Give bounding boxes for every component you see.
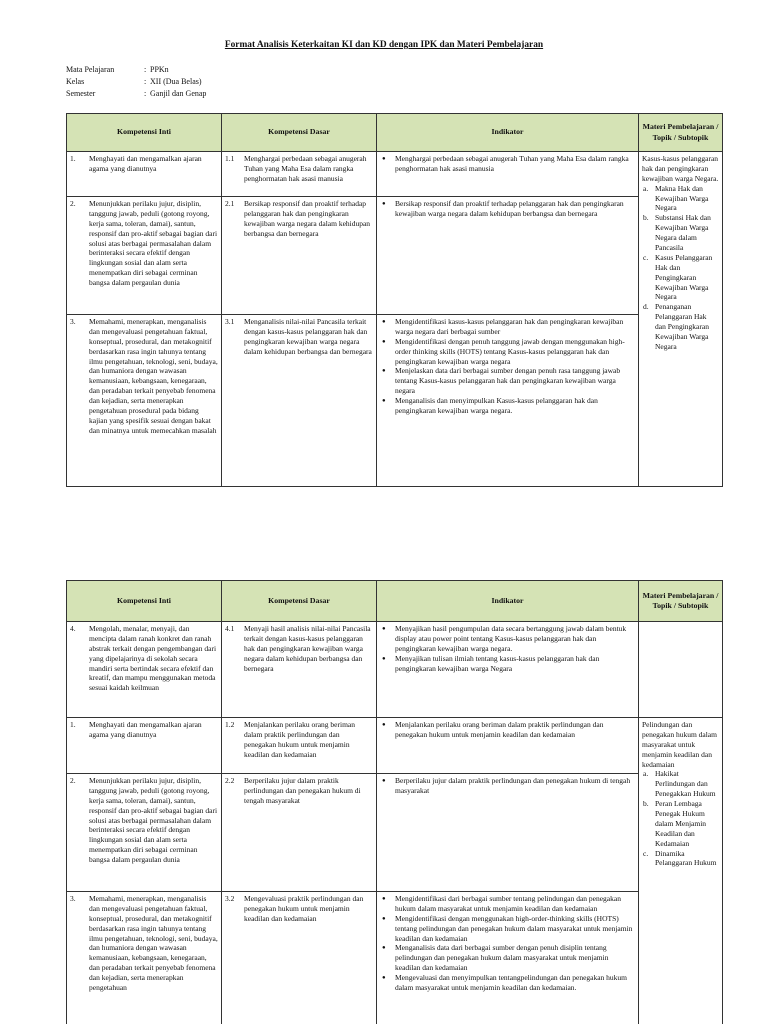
header-kompetensi-dasar: Kompetensi Dasar [222,581,377,622]
ki-cell [67,152,222,197]
meta-colon: : [144,89,147,98]
materi-cell-empty [639,622,723,718]
ki-number: 3. [70,894,76,903]
indikator-item: ● Berperilaku jujur dalam praktik perlindungan dan penegakan hukum di tengah masyarakat [382,776,631,795]
table-row [67,197,723,315]
kd-text: Bersikap responsif dan proaktif terhadap pelanggaran hak dan pengingkaran kewajiban warga negara dalam kehidupan berbangsa dan bernegara [244,199,371,238]
kd-number: 3.2 [225,894,235,903]
kd-text: Menjalankan perilaku orang beriman dalam praktik perlindungan dan penegakan hukum untuk menjamin keadilan dan kedamaian [244,720,355,759]
materi-item: a. Makna Hak dan Kewajiban Warga Negara [643,183,709,213]
document-title: Format Analisis Keterkaitan KI dan KD dengan IPK dan Materi Pembelajaran [224,40,544,50]
kd-text: Menghargai perbedaan sebagai anugerah Tuhan yang Maha Esa dalam rangka penghormatan hak asasi manusia [244,154,367,183]
materi-item: c. Dinamika Pelanggaran Hukum [643,848,717,868]
indikator-item: ● Menganalisis dan menyimpulkan Kasus-kasus pelanggaran hak dan pengingkaran kewajiban warga negara. [382,396,598,416]
header-materi: Materi Pembelajaran / Topik / Subtopik [639,114,723,152]
materi-item: a. Hakikat Perlindungan dan Penegakkan Hukum [643,769,716,799]
ki-number: 1. [70,720,76,729]
indikator-cell [377,892,639,1024]
ki-text: Memahami, menerapkan, menganalisis dan mengevaluasi pengetahuan faktual, konseptual, prosedural, dan metakognitif berdasarkan rasa ingin tahunya tentang ilmu pengetahuan, teknologi, seni, budaya, dan humaniora dengan wawasan kemanusiaan, kebangsaan, kenegaraan, dan peradaban terkait penyebab fenomena dan kejadian, serta menerapkan pengetahuan [89,894,218,993]
meta-colon: : [144,77,147,86]
ki-number: 2. [70,199,76,208]
ki-number: 2. [70,776,76,785]
indikator-item: ● Menganalisis data dari berbagai sumber dengan penuh disiplin tentang pelindungan dan penegakan hukum dalam masyarakat untuk menjamin keadilan dan kedamaian [382,943,609,973]
analysis-table-1 [66,113,723,487]
ki-number: 1. [70,154,76,163]
header-indikator: Indikator [377,581,639,622]
kd-cell [222,197,377,315]
materi-item: b. Peran Lembaga Penegak Hukum dalam Menjamin Keadilan dan Kedamaian [643,799,707,848]
meta-key: Semester [66,89,96,98]
ki-text: Menunjukkan perilaku jujur, disiplin, tanggung jawab, peduli (gotong royong, kerja sama, toleran, damai), santun, responsif dan pro-aktif sebagai bagian dari solusi atas berbagai permasalahan dalam berinteraksi secara efektif dengan lingkungan sosial dan alam serta menempatkan diri sebagai cerminan bangsa dalam pergaulan dunia [89,776,218,865]
meta-key: Mata Pelajaran [66,65,115,74]
meta-key: Kelas [66,77,85,86]
document-meta [66,65,206,101]
meta-colon: : [144,65,147,74]
materi-intro: Kasus-kasus pelanggaran hak dan pengingkaran kewajiban warga Negara. [642,154,719,183]
ki-text: Menunjukkan perilaku jujur, disiplin, tanggung jawab, peduli (gotong royong, kerja sama, toleran, damai), santun, responsif dan pro-aktif sebagai bagian dari solusi atas berbagai permasalahan dalam berinteraksi secara efektif dengan lingkungan sosial dan alam serta menempatkan diri sebagai cerminan bangsa dalam pergaulan dunia [89,199,218,288]
indikator-cell [377,774,639,892]
indikator-item: ● Menjelaskan data dari berbagai sumber dengan penuh rasa tanggung jawab tentang Kasus-kasus pelanggaran hak dan pengingkaran kewajiban warga negara [382,366,621,396]
ki-cell [67,892,222,1024]
indikator-item: ● Menyajikan tulisan ilmiah tentang kasus-kasus pelanggaran hak dan pengingkaran kewajiban warga Negara [382,653,600,673]
ki-number: 4. [70,624,76,633]
kd-cell [222,152,377,197]
table-row [67,152,723,197]
kd-cell [222,315,377,487]
indikator-item: ● Menyajikan hasil pengumpulan data secara bertanggung jawab dalam bentuk display atau power point tentang Kasus-kasus pelanggaran hak dan pengingkaran kewajiban warga negara. [382,624,627,653]
indikator-item: ● Menghargai perbedaan sebagai anugerah Tuhan yang Maha Esa dalam rangka penghormatan hak asasi manusia [382,154,629,173]
meta-row-semester [66,89,206,101]
ki-cell [67,718,222,774]
materi-item: b. Substansi Hak dan Kewajiban Warga Negara dalam Pancasila [643,213,711,253]
kd-text: Menganalisis nilai-nilai Pancasila terkait dengan kasus-kasus pelanggaran hak dan pengingkaran kewajiban warga negara dalam kehidupan berbangsa dan bernegara [244,317,372,356]
materi-item: d. Penanganan Pelanggaran Hak dan Pengingkaran Kewajiban Warga Negara [643,302,709,351]
analysis-table-2 [66,580,723,1024]
indikator-cell [377,152,639,197]
indikator-cell [377,622,639,718]
ki-text: Mengolah, menalar, menyaji, dan mencipta dalam ranah konkret dan ranah abstrak terkait dengan pengembangan dari yang dipelajarinya di sekolah secara mandiri serta bertindak secara efektif dan kreatif, dan mampu menggunakan metoda sesuai kaidah keilmuan [89,624,217,693]
ki-number: 3. [70,317,76,326]
ki-text: Menghayati dan mengamalkan ajaran agama yang dianutnya [89,720,202,739]
materi-cell [639,718,723,1024]
ki-cell [67,315,222,487]
kd-number: 1.1 [225,154,235,163]
indikator-item: ● Bersikap responsif dan proaktif terhadap pelanggaran hak dan pengingkaran kewajiban warga negara dalam kehidupan berbangsa dan bernegara [382,199,624,218]
table-row [67,718,723,774]
header-materi: Materi Pembelajaran / Topik / Subtopik [639,581,723,622]
table-row [67,774,723,892]
indikator-cell [377,718,639,774]
table-row [67,315,723,487]
table-row [67,622,723,718]
ki-cell [67,622,222,718]
kd-number: 3.1 [225,317,235,326]
header-kompetensi-inti: Kompetensi Inti [67,581,222,622]
kd-number: 2.1 [225,199,235,208]
materi-cell [639,152,723,487]
kd-text: Menyaji hasil analisis nilai-nilai Pancasila terkait dengan kasus-kasus pelanggaran hak dan pengingkaran kewajiban warga negara dalam kehidupan berbangsa dan bernegara [244,624,371,673]
kd-number: 2.2 [225,776,235,785]
table-row [67,892,723,1024]
indikator-item: ● Menjalankan perilaku orang beriman dalam praktik perlindungan dan penegakan hukum untuk menjamin keadilan dan kedamaian [382,720,604,739]
ki-text: Memahami, menerapkan, menganalisis dan mengevaluasi pengetahuan faktual, konseptual, prosedural, dan metakognitif berdasarkan rasa ingin tahunya tentang ilmu pengetahuan, teknologi, seni, budaya, dan humaniora dengan wawasan kemanusiaan, kebangsaan, kenegaraan, dan peradaban terkait penyebab fenomena dan kejadian, serta menerapkan pengetahuan prosedural pada bidang kajian yang spesifik sesuai dengan bakat dan minatnya untuk memecahkan masalah [89,317,218,435]
meta-row-class [66,77,206,89]
indikator-cell [377,315,639,487]
meta-value: PPKn [150,65,169,74]
ki-text: Menghayati dan mengamalkan ajaran agama yang dianutnya [89,154,202,173]
materi-intro: Pelindungan dan penegakan hukum dalam masyarakat untuk menjamin keadilan dan kedamaian [642,720,717,769]
header-kompetensi-dasar: Kompetensi Dasar [222,114,377,152]
meta-row-subject [66,65,206,77]
kd-cell [222,718,377,774]
meta-value: Ganjil dan Genap [150,89,207,98]
indikator-cell [377,197,639,315]
kd-cell [222,892,377,1024]
ki-cell [67,774,222,892]
ki-cell [67,197,222,315]
kd-number: 1.2 [225,720,235,729]
indikator-item: ● Mengidentifikasi dari berbagai sumber tentang pelindungan dan penegakan hukum dalam masyarakat untuk menjamin keadilan dan kedamaian [382,894,621,913]
kd-text: Berperilaku jujur dalam praktik perlindungan dan penegakan hukum di tengah masyarakat [244,776,361,805]
indikator-item: ● Mengidentifikasi dengan penuh tanggung jawab dengan menggunakan high-order thinking skills (HOTS) tentang Kasus-kasus pelanggaran hak dan pengingkaran kewajiban warga negara [382,336,625,366]
kd-number: 4.1 [225,624,235,633]
materi-item: c. Kasus Pelanggaran Hak dan Pengingkaran Kewajiban Warga Negara [643,252,713,302]
header-indikator: Indikator [377,114,639,152]
kd-cell [222,622,377,718]
meta-value: XII (Dua Belas) [150,77,202,86]
kd-text: Mengevaluasi praktik perlindungan dan penegakan hukum untuk menjamin keadilan dan kedamaian [244,894,364,923]
header-kompetensi-inti: Kompetensi Inti [67,114,222,152]
indikator-item: ● Mengidentifikasi dengan menggunakan high-order-thinking skills (HOTS) tentang pelindungan dan penegakan hukum dalam masyarakat untuk menjamin keadilan dan kedamaian [382,913,633,943]
indikator-item: ● Mengevaluasi dan menyimpulkan tentangpelindungan dan penegakan hukum dalam masyarakat untuk menjamin keadilan dan kedamaian. [382,973,628,993]
indikator-item: ● Mengidentifikasi kasus-kasus pelanggaran hak dan pengingkaran kewajiban warga negara dari berbagai sumber [382,317,624,336]
kd-cell [222,774,377,892]
